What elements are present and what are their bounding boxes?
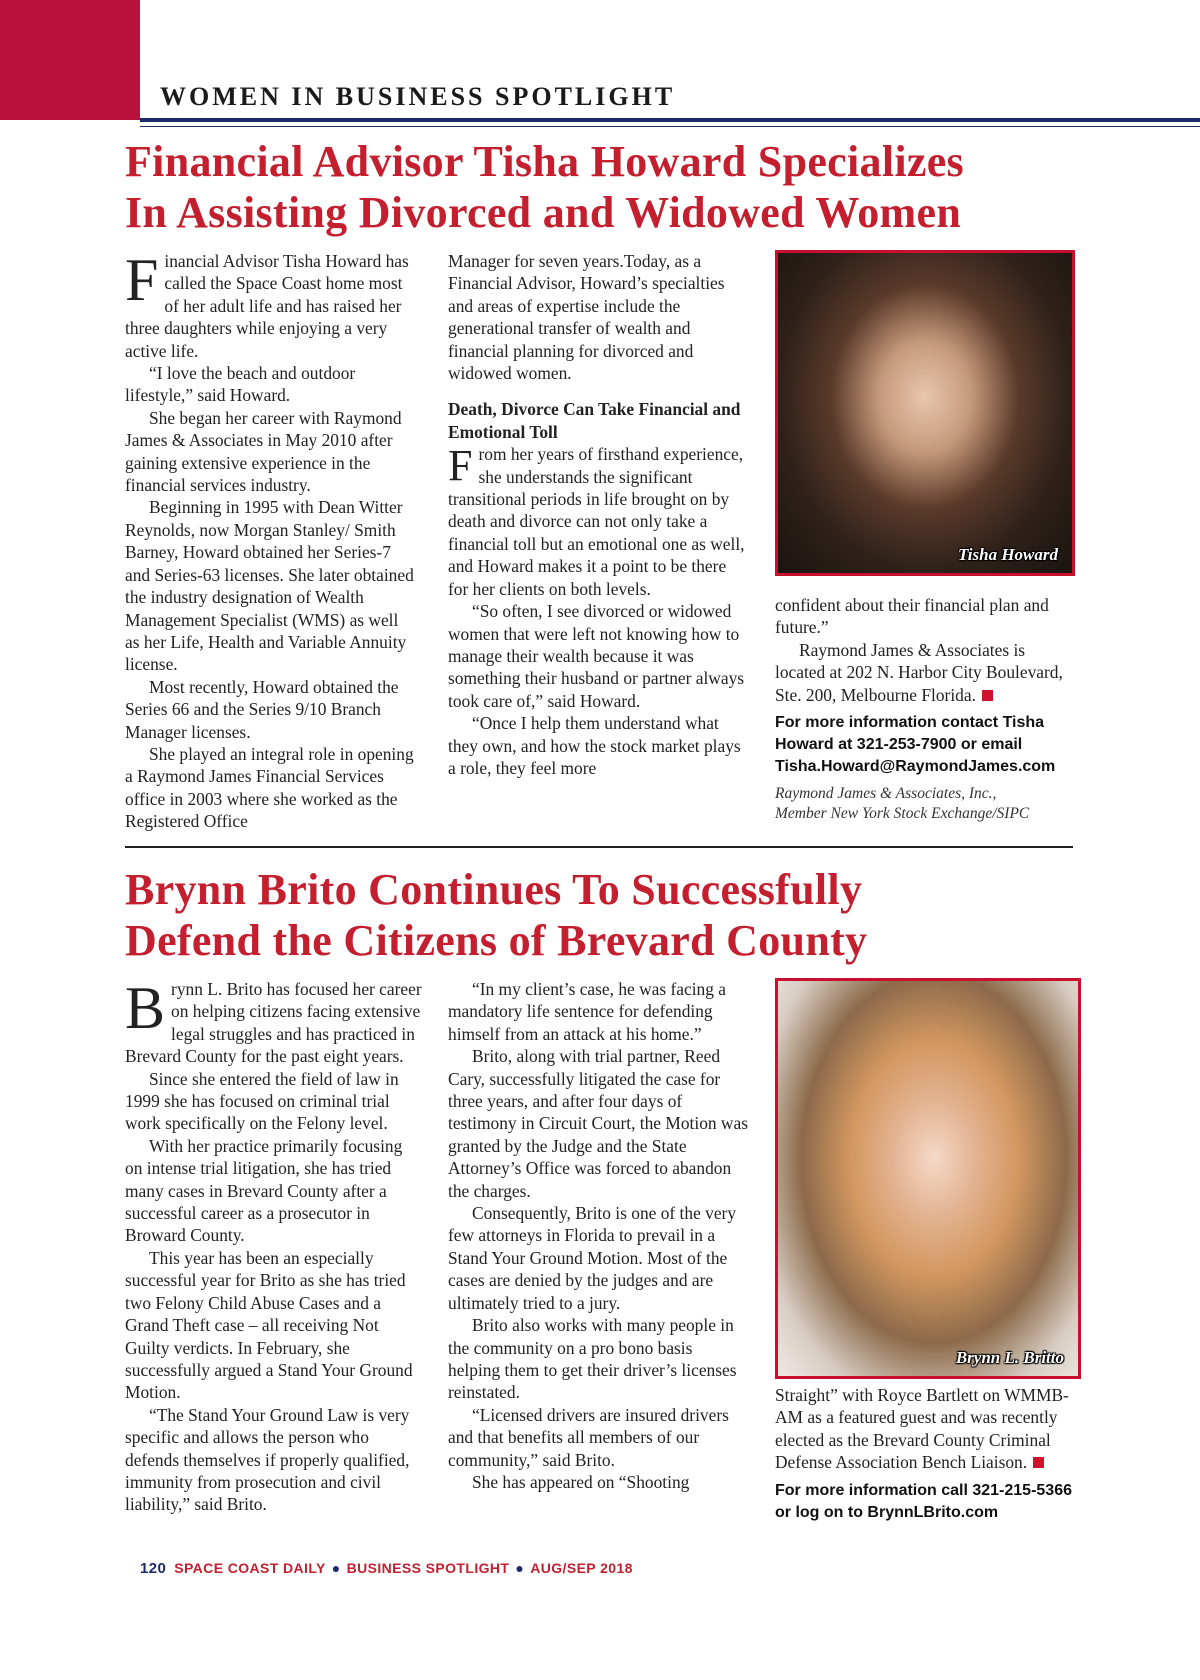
- article1-headline-line2: In Assisting Divorced and Widowed Women: [125, 188, 962, 237]
- brynn-brito-photo: [775, 978, 1081, 1379]
- paragraph: “So often, I see divorced or widowed women that were left not knowing how to manage their wealth because it was something their husband or partner always took care of,” said Howard.: [448, 601, 745, 711]
- paragraph: Manager for seven years.Today, as a Financial Advisor, Howard’s specialties and areas of expertise include the generational transfer of wealth and financial planning for divorced and widowed women.: [448, 251, 725, 384]
- paragraph: Brito, along with trial partner, Reed Cary, successfully litigated the case for three years, and after four days of testimony in Circuit Court, the Motion was granted by the Judge and the State Attorney’s Office was forced to abandon the charges.: [448, 1046, 748, 1201]
- end-mark-icon: [982, 690, 993, 701]
- disclaimer-line: Raymond James & Associates, Inc.,: [775, 785, 997, 803]
- paragraph-text: Straight” with Royce Bartlett on WMMB-AM as a featured guest and was recently elected as the Brevard County Criminal Defense Association Bench Liaison.: [775, 1385, 1069, 1473]
- section-label: WOMEN IN BUSINESS SPOTLIGHT: [160, 82, 676, 111]
- corner-color-block: [0, 0, 140, 120]
- paragraph: Brito also works with many people in the community on a pro bono basis helping them to get their driver’s licenses reinstated.: [448, 1315, 737, 1403]
- article2-headline-line2: Defend the Citizens of Brevard County: [125, 916, 868, 965]
- article1-column-2: [448, 250, 748, 779]
- page-number: 120: [140, 1560, 167, 1577]
- drop-cap: F: [448, 441, 473, 491]
- footer-issue: AUG/SEP 2018: [530, 1560, 633, 1576]
- photo-caption: Brynn L. Britto: [955, 1348, 1064, 1367]
- drop-cap: B: [125, 975, 166, 1041]
- footer-section: BUSINESS SPOTLIGHT: [346, 1560, 510, 1576]
- portrait-image: [778, 981, 1078, 1376]
- article1-column-1: [125, 247, 415, 833]
- article2-contact: For more information call 321-215-5366 or log on to BrynnLBrito.com: [775, 1481, 1072, 1521]
- bullet-icon: ●: [331, 1560, 341, 1576]
- paragraph: This year has been an especially successful year for Brito as she has tried two Felony Child Abuse Cases and a Grand Theft case – all receiving Not Guilty verdicts. In February, she successfully argued a Stand Your Ground Motion.: [125, 1247, 413, 1403]
- paragraph: [775, 1384, 1075, 1474]
- tisha-howard-photo: [775, 250, 1075, 576]
- paragraph: “The Stand Your Ground Law is very specific and allows the person who defends themselves if properly qualified, immunity from prosecution and civil liability,” said Brito.: [125, 1404, 410, 1515]
- paragraph: Most recently, Howard obtained the Series 66 and the Series 9/10 Branch Manager licenses.: [125, 676, 399, 742]
- article1-column-3: [775, 594, 1075, 824]
- page-footer: [140, 1560, 633, 1577]
- paragraph: Since she entered the field of law in 1999 she has focused on criminal trial work specifically on the Felony level.: [125, 1068, 399, 1134]
- article1-lead-paragraph: [125, 247, 415, 362]
- paragraph: Beginning in 1995 with Dean Witter Reynolds, now Morgan Stanley/ Smith Barney, Howard obtained her Series-7 and Series-63 licenses. She later obtained the industry designation of Wealth Management Specialist (WMS) as well as her Life, Health and Variable Annuity license.: [125, 497, 414, 675]
- portrait-image: [778, 253, 1072, 573]
- paragraph: confident about their financial plan and future.”: [775, 595, 1049, 638]
- header-rule-thin: [140, 126, 1200, 127]
- article-divider: [125, 846, 1073, 848]
- paragraph: “In my client’s case, he was facing a mandatory life sentence for defending himself from an attack at his home.”: [448, 979, 726, 1044]
- paragraph: She began her career with Raymond James & Associates in May 2010 after gaining extensive experience in the financial services industry.: [125, 407, 402, 496]
- article2-headline-line1: Brynn Brito Continues To Successfully: [125, 865, 863, 914]
- photo-caption: Tisha Howard: [958, 545, 1058, 564]
- paragraph: Consequently, Brito is one of the very few attorneys in Florida to prevail in a Stand Your Ground Motion. Most of the cases are denied by the judges and are ultimately tried to a jury.: [448, 1203, 737, 1313]
- footer-publication: SPACE COAST DAILY: [174, 1560, 326, 1576]
- drop-cap: F: [125, 247, 159, 313]
- article2-lead-paragraph: [125, 975, 423, 1068]
- article2-column-2: [448, 978, 748, 1493]
- article2-headline: [125, 864, 867, 966]
- paragraph: With her practice primarily focusing on intense trial litigation, she has tried many cases in Brevard County after a successful career as a prosecutor in Broward County.: [125, 1135, 403, 1246]
- article1-subhead: Death, Divorce Can Take Financial and Emotional Toll: [448, 399, 741, 442]
- paragraph-text: rom her years of firsthand experience, she understands the significant transitional periods in life brought on by death and divorce can not only take a financial toll but an emotional one as well, and Howard makes it a point to be there for her clients on both levels.: [448, 444, 745, 599]
- paragraph-text: Raymond James & Associates is located at 202 N. Harbor City Boulevard, Ste. 200, Melbourne Florida.: [775, 639, 1063, 705]
- article1-contact: For more information contact Tisha Howard at 321-253-7900 or email Tisha.Howard@RaymondJames.com: [775, 714, 1056, 776]
- paragraph: “I love the beach and outdoor lifestyle,” said Howard.: [125, 363, 356, 406]
- paragraph: “Licensed drivers are insured drivers and that benefits all members of our community,” said Brito.: [448, 1404, 729, 1470]
- paragraph-text: rynn L. Brito has focused her career on helping citizens facing extensive legal struggles and has practiced in Brevard County for the past eight years.: [125, 979, 422, 1067]
- paragraph: “Once I help them understand what they own, and how the stock market plays a role, they feel more: [448, 713, 741, 778]
- end-mark-icon: [1033, 1457, 1044, 1468]
- bullet-icon: ●: [515, 1560, 525, 1576]
- article2-column-1: [125, 975, 423, 1516]
- article2-column-3: [775, 1384, 1075, 1524]
- disclaimer-line: Member New York Stock Exchange/SIPC: [775, 805, 1030, 823]
- paragraph: inancial Advisor Tisha Howard has called the Space Coast home most of her adult life and has raised her three daughters while enjoying a very active life.: [125, 251, 409, 361]
- article1-headline: [125, 136, 964, 238]
- paragraph: She played an integral role in opening a Raymond James Financial Services office in 2003 where she worked as the Registered Office: [125, 743, 414, 832]
- header-rule: [140, 118, 1200, 122]
- article1-headline-line1: Financial Advisor Tisha Howard Specializes: [125, 137, 964, 186]
- paragraph: She has appeared on “Shooting: [472, 1471, 690, 1492]
- paragraph: [775, 639, 1075, 706]
- disclaimer: [775, 784, 1075, 824]
- paragraph: [448, 443, 748, 600]
